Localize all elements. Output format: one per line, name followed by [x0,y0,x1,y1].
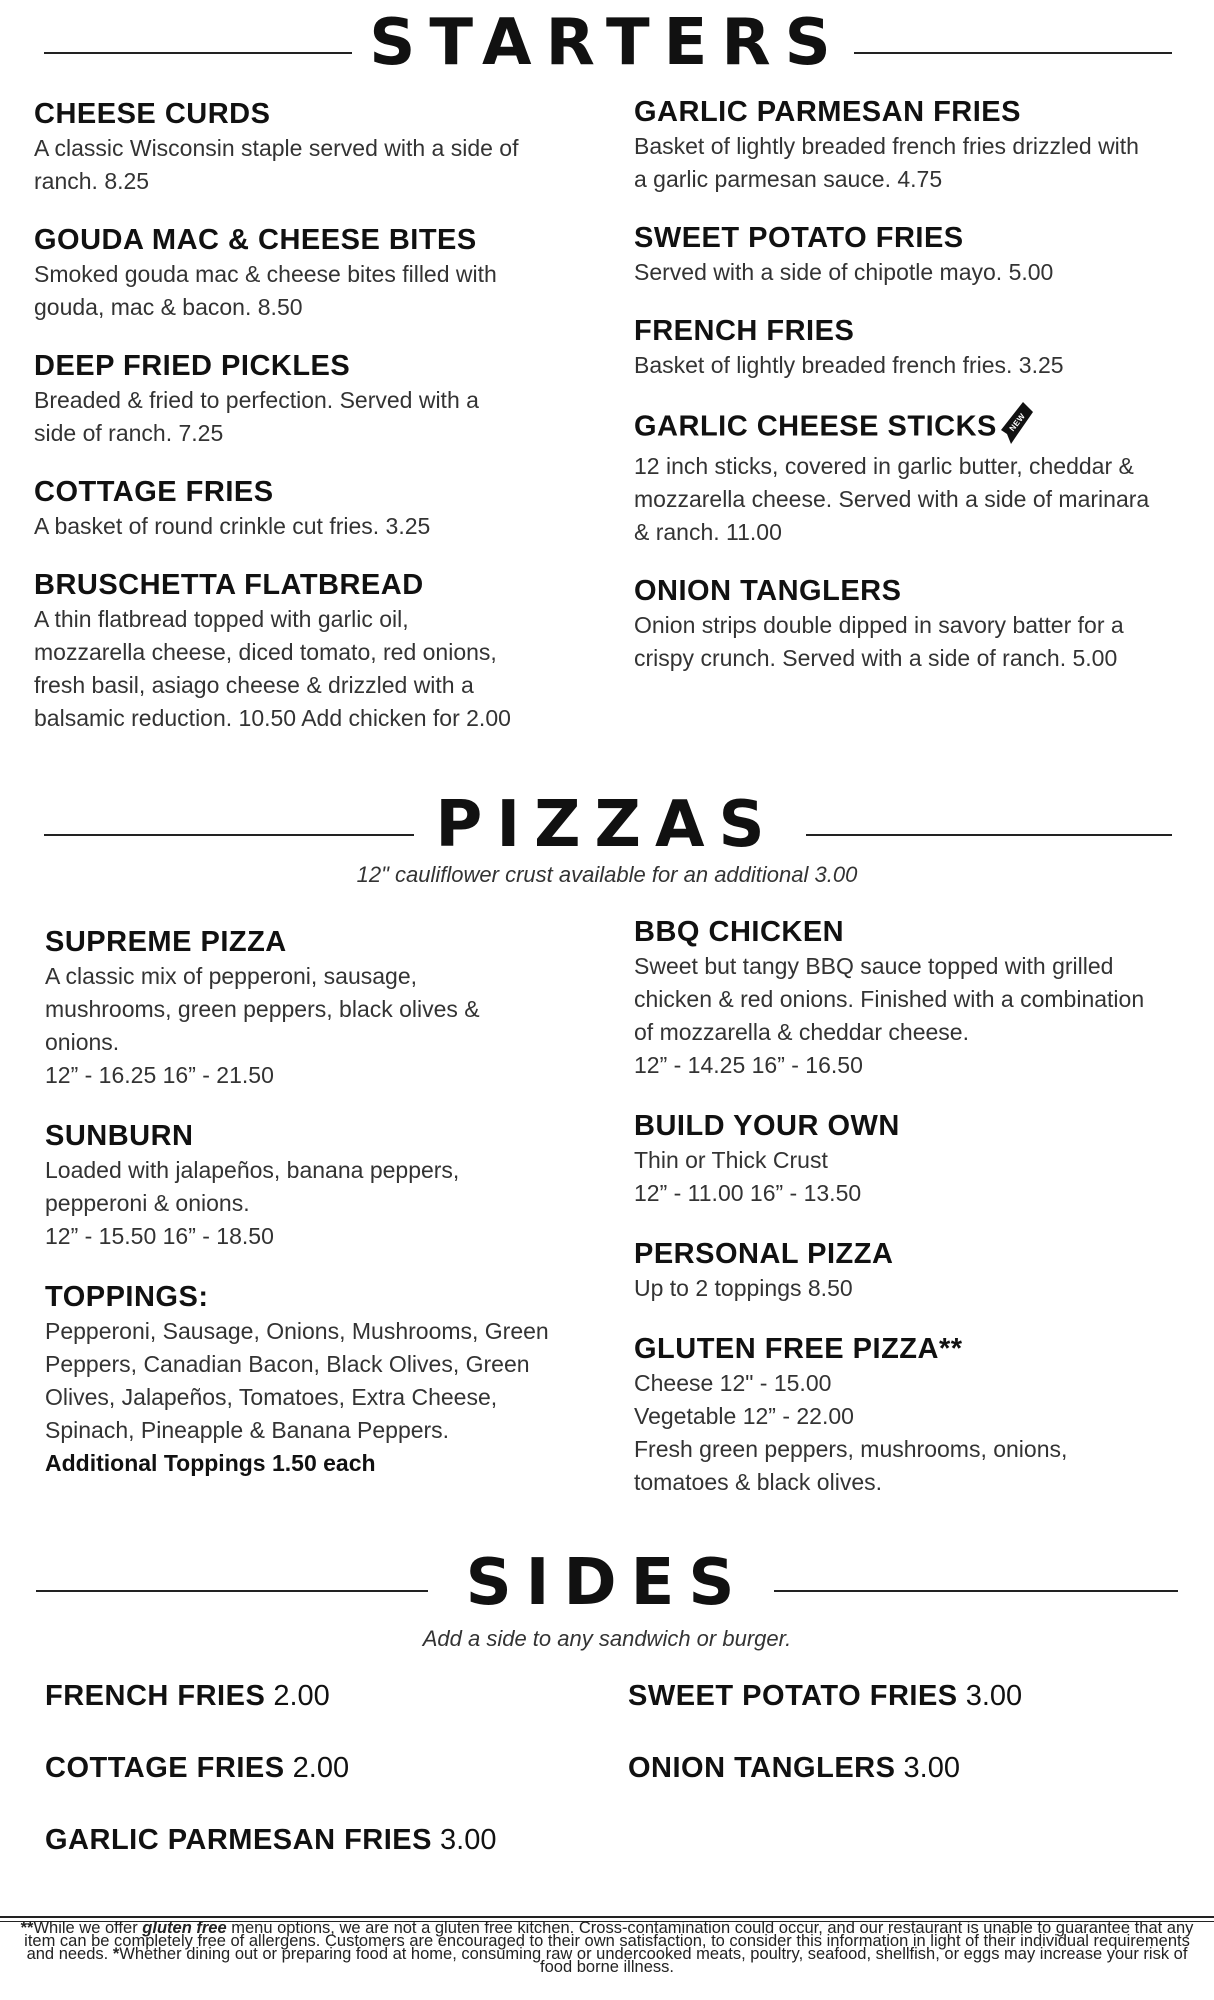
menu-item-name-text: COTTAGE FRIES [34,476,274,508]
allergen-disclaimer [18,1919,1196,1976]
side-item-name: COTTAGE FRIES [45,1752,285,1784]
description-line: 12” - 16.25 16” - 21.50 [45,1062,274,1088]
side-item-name: SWEET POTATO FRIES [628,1680,958,1712]
description-line: Basket of lightly breaded french fries drizzled with [634,133,1139,159]
menu-item-name [634,313,1194,349]
side-item-price: 2.00 [273,1680,330,1712]
menu-item-name [34,348,594,384]
menu-item-description [634,1144,1194,1210]
description-line: A thin flatbread topped with garlic oil, [34,606,409,632]
menu-item-deep-fried-pickles [34,348,594,450]
description-line: Fresh green peppers, mushrooms, onions, [634,1436,1068,1462]
side-item-garlic-parmesan-fries [45,1824,497,1857]
description-line: onions. [45,1029,120,1055]
additional-toppings-note: Additional Toppings 1.50 each [45,1450,376,1476]
side-item-name: FRENCH FRIES [45,1680,266,1712]
description-line: Smoked gouda mac & cheese bites filled with [34,261,497,287]
menu-item-name-text: PERSONAL PIZZA [634,1238,894,1270]
description-line: Thin or Thick Crust [634,1147,828,1173]
description-line: 12” - 11.00 16” - 13.50 [634,1180,862,1206]
menu-item-description [34,510,594,543]
description-line: pepperoni & onions. [45,1190,250,1216]
menu-item-name [45,1279,605,1315]
description-line: Pepperoni, Sausage, Onions, Mushrooms, Green [45,1318,549,1344]
description-line: Up to 2 toppings 8.50 [634,1275,853,1301]
menu-item-description [634,950,1194,1082]
menu-item-name-text: GARLIC CHEESE STICKS [634,410,997,443]
menu-item-sweet-potato-fries [634,220,1194,289]
footer-stars: ** [20,1919,34,1937]
side-item-cottage-fries [45,1752,349,1785]
menu-item-name-text: TOPPINGS: [45,1281,209,1313]
menu-item-name-text: CHEESE CURDS [34,98,271,130]
description-line: mushrooms, green peppers, black olives & [45,996,480,1022]
menu-item-name-text: BBQ CHICKEN [634,916,845,948]
menu-item-name [634,914,1194,950]
menu-item-name [634,1236,1194,1272]
menu-item-name [634,94,1194,130]
description-line: A classic Wisconsin staple served with a side of [34,135,519,161]
side-item-name: ONION TANGLERS [628,1752,896,1784]
description-line: Peppers, Canadian Bacon, Black Olives, Green [45,1351,530,1377]
footer-text-3: Whether dining out or preparing food at home, consuming raw or undercooked meats, poultry, seafood, shellfish, or eggs may increase your risk of food borne illness. [119,1945,1188,1976]
footer-text-1: While we offer [33,1919,143,1937]
menu-item-name [634,1331,1194,1367]
menu-item-name [34,96,594,132]
description-line: Loaded with jalapeños, banana peppers, [45,1157,460,1183]
new-badge-icon [999,400,1033,444]
menu-item-name-text: BUILD YOUR OWN [634,1110,900,1142]
side-item-sweet-potato-fries [628,1680,1022,1713]
menu-item-description [634,349,1194,382]
menu-item-cottage-fries [34,474,594,543]
footer-gluten-free: gluten free [142,1919,227,1937]
menu-item-name [34,474,594,510]
menu-item-toppings [45,1279,605,1480]
description-line: Breaded & fried to perfection. Served with a [34,387,479,413]
menu-item-garlic-parmesan-fries [634,94,1194,196]
menu-item-bruschetta-flatbread [34,567,594,735]
starters-title: STARTERS [369,6,845,80]
side-item-price: 3.00 [903,1752,960,1784]
menu-item-name-text: SUPREME PIZZA [45,926,287,958]
side-item-french-fries [45,1680,330,1713]
menu-item-name [34,567,594,603]
menu-item-description [634,609,1194,675]
menu-item-personal-pizza [634,1236,1194,1305]
pizzas-rule-right [806,834,1172,836]
menu-item-description [34,258,594,324]
description-line: mozzarella cheese. Served with a side of marinara [634,486,1150,512]
description-line: fresh basil, asiago cheese & drizzled with a [34,672,474,698]
description-line: Sweet but tangy BBQ sauce topped with grilled [634,953,1114,979]
description-line: crispy crunch. Served with a side of ranch. 5.00 [634,645,1118,671]
description-line: A basket of round crinkle cut fries. 3.25 [34,513,431,539]
description-line: of mozzarella & cheddar cheese. [634,1019,969,1045]
menu-item-name [34,222,594,258]
side-item-price: 3.00 [965,1680,1023,1712]
menu-item-name-text: GARLIC PARMESAN FRIES [634,96,1021,128]
description-line: balsamic reduction. 10.50 Add chicken for 2.00 [34,705,511,731]
menu-item-name-text: GOUDA MAC & CHEESE BITES [34,224,477,256]
pizzas-left-column [45,924,605,1506]
description-line: Vegetable 12” - 22.00 [634,1403,854,1429]
description-line: Olives, Jalapeños, Tomatoes, Extra Cheese, [45,1384,498,1410]
menu-item-name-text: SWEET POTATO FRIES [634,222,964,254]
menu-item-french-fries [634,313,1194,382]
new-badge-label: NEW [1007,411,1028,434]
menu-item-supreme-pizza [45,924,605,1092]
description-line: Onion strips double dipped in savory batter for a [634,612,1124,638]
pizzas-title: PIZZAS [435,788,779,862]
menu-item-onion-tanglers [634,573,1194,675]
description-line: 12” - 15.50 16” - 18.50 [45,1223,274,1249]
menu-item-sunburn [45,1118,605,1253]
menu-item-name-text: DEEP FRIED PICKLES [34,350,351,382]
description-line: Basket of lightly breaded french fries. 3.25 [634,352,1064,378]
description-line: chicken & red onions. Finished with a combination [634,986,1145,1012]
side-item-price: 3.00 [440,1824,497,1856]
sides-rule-right [774,1590,1178,1592]
description-line: A classic mix of pepperoni, sausage, [45,963,418,989]
menu-item-name [634,573,1194,609]
menu-item-name-text: BRUSCHETTA FLATBREAD [34,569,424,601]
menu-item-bbq-chicken [634,914,1194,1082]
menu-item-description [34,384,594,450]
description-line: Served with a side of chipotle mayo. 5.00 [634,259,1054,285]
footer-text-2: menu options, we are not a gluten free kitchen. Cross-contamination could occur, and our restaurant is unable to guarantee that any item can be completely free of allergens. Customers are encouraged to their own satisfaction, to consider this information in light of their individual requirements and needs. [24,1919,1194,1963]
footer-rule-top [0,1916,1214,1918]
menu-item-cheese-curds [34,96,594,198]
description-line: Spinach, Pineapple & Banana Peppers. [45,1417,450,1443]
description-line: 12 inch sticks, covered in garlic butter, cheddar & [634,453,1134,479]
side-item-onion-tanglers [628,1752,960,1785]
description-line: gouda, mac & bacon. 8.50 [34,294,303,320]
menu-item-description [634,256,1194,289]
menu-item-name [45,924,605,960]
menu-item-name [634,1108,1194,1144]
sides-title: SIDES [465,1546,749,1620]
menu-item-name-text: GLUTEN FREE PIZZA** [634,1333,963,1365]
menu-item-gluten-free-pizza [634,1331,1194,1499]
side-item-name: GARLIC PARMESAN FRIES [45,1824,432,1856]
menu-item-gouda-mac-cheese-bites [34,222,594,324]
sides-subtitle: Add a side to any sandwich or burger. [422,1626,792,1651]
menu-item-name-text: SUNBURN [45,1120,194,1152]
description-line: tomatoes & black olives. [634,1469,883,1495]
menu-item-name [45,1118,605,1154]
menu-item-description [45,960,605,1092]
description-line: ranch. 8.25 [34,168,150,194]
menu-item-description [634,130,1194,196]
description-line: Cheese 12" - 15.00 [634,1370,832,1396]
menu-item-name [634,406,1194,450]
description-line: mozzarella cheese, diced tomato, red onions, [34,639,497,665]
starters-rule-right [854,52,1172,54]
description-line: 12” - 14.25 16” - 16.50 [634,1052,863,1078]
menu-item-description [34,603,594,735]
description-line: & ranch. 11.00 [634,519,782,545]
starters-left-column [34,96,594,759]
menu-item-name [634,220,1194,256]
pizzas-subtitle: 12" cauliflower crust available for an additional 3.00 [356,862,858,887]
pizzas-right-column [634,914,1194,1525]
menu-item-description [634,450,1194,549]
menu-item-description [45,1315,605,1480]
description-line: side of ranch. 7.25 [34,420,224,446]
menu-item-name-text: ONION TANGLERS [634,575,902,607]
menu-item-garlic-cheese-sticks [634,406,1194,549]
side-item-price: 2.00 [292,1752,350,1784]
menu-item-description [34,132,594,198]
starters-right-column [634,94,1194,699]
description-line: a garlic parmesan sauce. 4.75 [634,166,943,192]
menu-item-build-your-own [634,1108,1194,1210]
menu-item-description [45,1154,605,1253]
menu-item-name-text: FRENCH FRIES [634,315,855,347]
footer-star: * [112,1945,120,1963]
menu-item-description [634,1367,1194,1499]
menu-item-description [634,1272,1194,1305]
